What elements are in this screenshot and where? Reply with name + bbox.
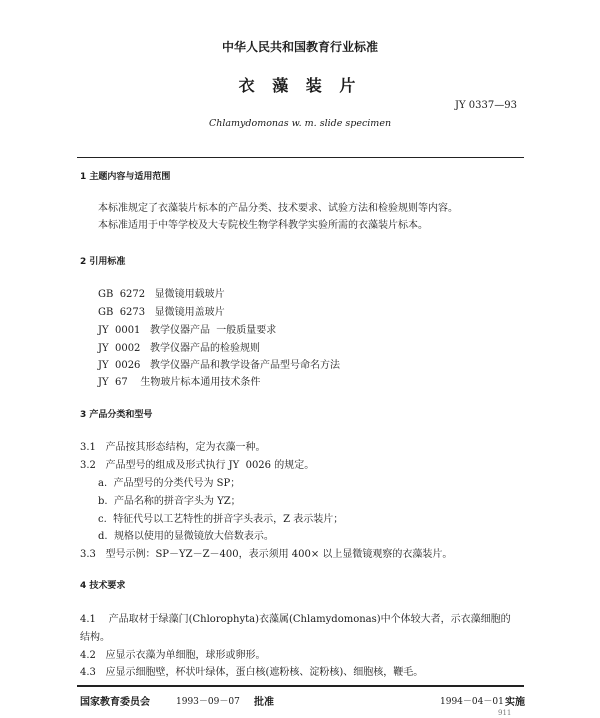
section-4-heading: 4 技术要求 bbox=[80, 581, 126, 591]
english-title: Chlamydomonas w. m. slide specimen bbox=[208, 118, 392, 129]
reference-item: GB 6272 显微镜用载玻片 bbox=[98, 289, 225, 300]
header-rule bbox=[77, 157, 524, 158]
clause-3-2-b: b. 产品名称的拼音字头为 YZ； bbox=[98, 496, 241, 507]
reference-item: JY 0026 教学仪器产品和教学设备产品型号命名方法 bbox=[98, 360, 340, 371]
standard-code: JY 0337—93 bbox=[455, 100, 517, 111]
reference-item: GB 6273 显微镜用盖玻片 bbox=[98, 307, 225, 318]
section-3-heading: 3 产品分类和型号 bbox=[80, 410, 153, 420]
clause-4-1-cont: 结构。 bbox=[80, 632, 110, 643]
clause-3-2-d: d. 规格以使用的显微镜放大倍数表示。 bbox=[98, 531, 274, 542]
section-1-para-2: 本标准适用于中等学校及大专院校生物学科教学实验所需的衣藻装片标本。 bbox=[98, 220, 428, 231]
reference-item: JY 0001 教学仪器产品 一般质量要求 bbox=[98, 325, 277, 336]
section-1-heading: 1 主题内容与适用范围 bbox=[80, 172, 171, 182]
document-title: 衣 藻 装 片 bbox=[238, 76, 362, 95]
implement-date: 1994－04－01 bbox=[440, 697, 504, 707]
clause-3-1: 3.1 产品按其形态结构，定为衣藻一种。 bbox=[80, 442, 266, 453]
clause-3-3: 3.3 型号示例：SP－YZ－Z－400，表示须用 400× 以上显微镜观察的衣藻装片。 bbox=[80, 549, 453, 560]
section-1-para-1: 本标准规定了衣藻装片标本的产品分类、技术要求、试验方法和检验规则等内容。 bbox=[98, 203, 458, 214]
implement-label: 实施 bbox=[505, 697, 525, 708]
clause-3-2: 3.2 产品型号的组成及形式执行 JY 0026 的规定。 bbox=[80, 460, 315, 471]
section-2-heading: 2 引用标准 bbox=[80, 257, 126, 267]
clause-4-3: 4.3 应显示细胞壁，杯状叶绿体，蛋白核(遮粉核、淀粉核)、细胞核，鞭毛。 bbox=[80, 667, 424, 678]
clause-4-2: 4.2 应显示衣藻为单细胞，球形或卵形。 bbox=[80, 650, 266, 661]
issuer: 国家教育委员会 bbox=[80, 697, 150, 708]
standard-body: 中华人民共和国教育行业标准 bbox=[221, 40, 378, 54]
clause-3-2-a: a. 产品型号的分类代号为 SP； bbox=[98, 478, 241, 489]
approve-date: 1993－09－07 bbox=[176, 697, 240, 707]
clause-4-1: 4.1 产品取材于绿藻门(Chlorophyta)衣藻属(Chlamydomonas)中个体较大者，示衣藻细胞的 bbox=[80, 614, 511, 625]
footer-rule bbox=[77, 685, 524, 687]
reference-item: JY 0002 教学仪器产品的检验规则 bbox=[98, 343, 260, 354]
approve-label: 批准 bbox=[254, 697, 274, 708]
clause-3-2-c: c. 特征代号以工艺特性的拼音字头表示，Z 表示装片； bbox=[98, 514, 344, 525]
reference-item: JY 67 生物玻片标本通用技术条件 bbox=[98, 377, 261, 388]
page-number: 911 bbox=[498, 709, 512, 717]
